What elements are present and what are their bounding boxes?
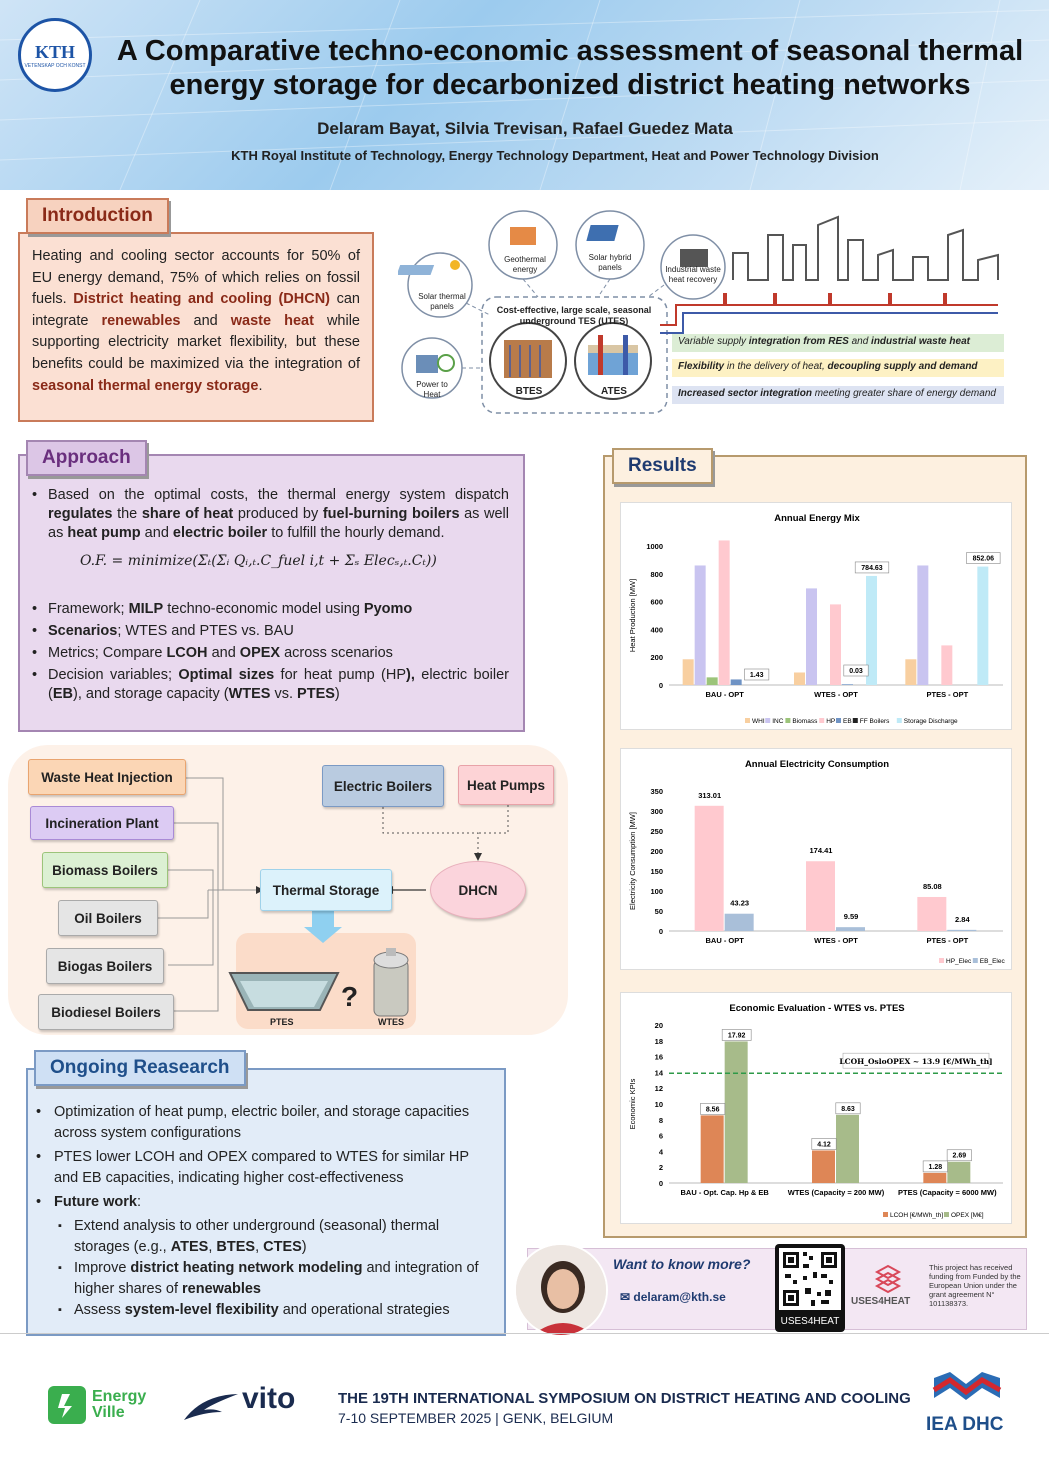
y-tick-label: 800	[650, 569, 663, 579]
annual-electricity-chart	[620, 748, 1012, 970]
approach-bullet: • Scenarios; WTES and PTES vs. BAU	[30, 622, 509, 641]
bar	[836, 927, 865, 931]
benefit-pill-supply: Variable supply integration from RES and industrial waste heat	[672, 334, 1004, 352]
y-tick-label: 8	[658, 1115, 663, 1125]
dhcn-node: DHCN	[430, 861, 526, 919]
y-tick-label: 200	[650, 653, 663, 663]
x-tick-label: BAU - OPT	[705, 690, 744, 699]
bar	[719, 540, 730, 685]
y-tick-label: 20	[654, 1021, 663, 1030]
bar	[806, 861, 835, 931]
y-tick-label: 12	[654, 1084, 663, 1094]
y-tick-label: 10	[654, 1100, 663, 1109]
power-to-heat-label: Power to Heat	[416, 380, 448, 399]
approach-heading: Approach	[26, 440, 147, 476]
want-to-know-more: Want to know more?	[613, 1256, 751, 1272]
x-tick-label: BAU - Opt. Cap. Hp & EB	[680, 1188, 769, 1197]
legend-swatch	[853, 718, 858, 723]
annual-energy-mix-chart	[620, 502, 1012, 730]
legend-swatch	[883, 1212, 888, 1217]
wtes-label: WTES	[378, 1017, 404, 1027]
ongoing-bullet: • Optimization of heat pump, electric boiler, and storage capacities across system configurations	[34, 1102, 494, 1144]
legend-entry: Storage Discharge	[903, 718, 958, 725]
geothermal-label: Geothermal energy	[504, 255, 546, 274]
bar	[707, 677, 718, 685]
footer-divider	[0, 1333, 1049, 1334]
bar	[941, 645, 952, 685]
legend-swatch	[973, 958, 978, 963]
data-label: 174.41	[809, 846, 833, 856]
author-photo	[514, 1243, 608, 1337]
data-label: 1.28	[928, 1163, 943, 1171]
legend-entry: INC	[772, 718, 784, 725]
data-label: 9.59	[843, 912, 859, 922]
y-tick-label: 18	[654, 1036, 663, 1046]
bar	[917, 897, 946, 931]
biomass-boilers-node: Biomass Boilers	[42, 852, 168, 888]
legend-entry: OPEX [M€]	[951, 1212, 984, 1219]
bar	[842, 684, 853, 685]
contact-email-link[interactable]: ✉ delaram@kth.se	[620, 1290, 726, 1304]
chart-title: Economic Evaluation - WTES vs. PTES	[729, 1003, 905, 1014]
symposium-dates: 7-10 SEPTEMBER 2025 | GENK, BELGIUM	[338, 1410, 614, 1426]
legend-entry: EB	[843, 718, 852, 725]
ongoing-bullet: • PTES lower LCOH and OPEX compared to WTES for similar HP and EB capacities, indicating higher cost-effectiveness	[34, 1147, 494, 1189]
y-tick-label: 350	[650, 787, 663, 796]
ongoing-research-box	[26, 1068, 506, 1336]
data-label: 43.23	[730, 898, 750, 908]
bar	[731, 679, 742, 685]
bar	[701, 1115, 724, 1183]
uses4heat-logo: USES4HEAT	[855, 1264, 921, 1304]
y-tick-label: 600	[650, 597, 663, 607]
approach-bullet: • Decision variables; Optimal sizes for heat pump (HP), electric boiler (EB), and storage capacity (WTES vs. PTES)	[30, 666, 509, 704]
data-label: 313.01	[698, 790, 722, 800]
legend-entry: HP_Elec	[946, 958, 972, 965]
y-axis-label: Electricity Consumption [MW]	[628, 812, 637, 910]
data-label: 2.84	[955, 914, 970, 924]
approach-box	[18, 454, 525, 732]
y-tick-label: 14	[654, 1068, 663, 1078]
affiliation: KTH Royal Institute of Technology, Energy Technology Department, Heat and Power Technology Division	[231, 148, 879, 163]
y-tick-label: 250	[650, 827, 663, 836]
electric-boilers-node: Electric Boilers	[322, 765, 444, 807]
waste-heat-injection-node: Waste Heat Injection	[28, 759, 186, 795]
data-label: 85.08	[922, 881, 942, 891]
bar	[905, 659, 916, 685]
y-tick-label: 0	[658, 1179, 663, 1188]
solar-hybrid-label: Solar hybrid panels	[588, 253, 632, 272]
bar	[725, 914, 754, 931]
btes-label: BTES	[515, 386, 543, 397]
bar	[794, 672, 805, 685]
author-avatar-icon	[516, 1245, 608, 1337]
y-tick-label: 100	[650, 887, 663, 896]
data-label: 4.12	[817, 1141, 831, 1149]
qr-code[interactable]: USES4HEAT	[775, 1244, 845, 1332]
benefit-pill-flexibility: Flexibility in the delivery of heat, decoupling supply and demand	[672, 359, 1004, 377]
bar	[683, 659, 694, 685]
bar	[830, 604, 841, 685]
legend-entry: LCOH [€/MWh_th]	[890, 1212, 944, 1219]
oil-boilers-node: Oil Boilers	[58, 900, 158, 936]
biodiesel-boilers-node: Biodiesel Boilers	[38, 994, 174, 1030]
bar	[836, 1115, 859, 1183]
kth-logo: KTH VETENSKAP OCH KONST	[18, 18, 92, 92]
industrial-waste-label: Industrial waste heat recovery	[665, 265, 721, 284]
approach-bullet: • Framework; MILP techno-economic model using Pyomo	[30, 600, 509, 619]
ongoing-research-heading: Ongoing Reasearch	[34, 1050, 246, 1086]
bar	[695, 565, 706, 685]
bar	[725, 1041, 748, 1183]
chart-title: Annual Energy Mix	[774, 513, 860, 524]
data-label: 8.56	[705, 1106, 720, 1114]
energy-flow-diagram	[8, 745, 568, 1035]
y-tick-label: 1000	[646, 542, 663, 551]
y-tick-label: 200	[650, 847, 663, 856]
thermal-storage-node: Thermal Storage	[260, 869, 392, 911]
y-tick-label: 50	[654, 907, 663, 916]
legend-entry: Biomass	[792, 718, 818, 725]
bar	[947, 1162, 970, 1183]
y-tick-label: 150	[650, 867, 663, 876]
utes-label: Cost-effective, large scale, seasonal underground TES (UTES)	[496, 305, 652, 326]
authors: Delaram Bayat, Silvia Trevisan, Rafael Guedez Mata	[317, 119, 733, 138]
x-tick-label: BAU - OPT	[705, 936, 744, 945]
legend-swatch	[819, 718, 824, 723]
symposium-name: THE 19TH INTERNATIONAL SYMPOSIUM ON DISTRICT HEATING AND COOLING	[338, 1390, 911, 1407]
solar-thermal-label: Solar thermal panels	[418, 292, 466, 311]
legend-swatch	[944, 1212, 949, 1217]
legend-entry: HP	[826, 718, 836, 725]
data-label: 784.63	[861, 564, 883, 572]
bar	[917, 565, 928, 685]
benefit-pill-integration: Increased sector integration meeting greater share of energy demand	[672, 386, 1004, 404]
y-tick-label: 4	[658, 1147, 663, 1157]
economic-evaluation-chart	[620, 992, 1012, 1224]
legend-entry: WHI	[752, 718, 765, 725]
y-tick-label: 300	[650, 807, 663, 816]
y-tick-label: 16	[654, 1052, 663, 1062]
x-tick-label: PTES - OPT	[926, 936, 969, 945]
introduction-heading: Introduction	[26, 198, 169, 234]
y-tick-label: 400	[650, 625, 663, 635]
y-axis-label: Heat Production [MW]	[628, 578, 637, 653]
ongoing-bullet: • Future work:	[34, 1192, 494, 1213]
objective-function-formula: O.F. = minimize(Σₜ(Σᵢ Qᵢ,ₜ.C_fuel i,t + Σₛ Elecₛ,ₜ.Cₜ))	[80, 553, 437, 569]
legend-swatch	[765, 718, 770, 723]
approach-bullet: • Based on the optimal costs, the thermal energy system dispatch regulates the share of heat produced by fuel-burning boilers as well as heat pump and electric boiler to fulfill the hourly demand.	[30, 486, 509, 543]
x-tick-label: PTES - OPT	[926, 690, 969, 699]
bar	[695, 806, 724, 931]
x-tick-label: PTES (Capacity = 6000 MW)	[898, 1188, 997, 1197]
poster-header	[0, 0, 1049, 190]
legend-swatch	[836, 718, 841, 723]
x-tick-label: WTES - OPT	[814, 690, 858, 699]
legend-entry: EB_Elec	[979, 958, 1005, 965]
bar	[806, 588, 817, 685]
legend-swatch	[785, 718, 790, 723]
y-axis-label: Economic KPIs	[628, 1078, 637, 1130]
legend-swatch	[745, 718, 750, 723]
future-work-item: ▪ Extend analysis to other underground (seasonal) thermal storages (e.g., ATES, BTES, CTES)	[34, 1216, 494, 1258]
funding-statement: This project has received funding from Funded by the European Union under the grant agreement N° 101138373.	[929, 1263, 1021, 1308]
results-heading: Results	[612, 448, 713, 484]
data-label: 8.63	[841, 1105, 855, 1113]
bar	[923, 1173, 946, 1183]
approach-bullet: • Metrics; Compare LCOH and OPEX across scenarios	[30, 644, 509, 663]
legend-entry: FF Boilers	[859, 718, 890, 725]
y-tick-label: 0	[658, 681, 663, 690]
vito-logo-icon	[182, 1390, 240, 1426]
reference-label: LCOH_OsloOPEX ~ 13.9 [€/MWh_th]	[839, 1057, 993, 1067]
chart-title: Annual Electricity Consumption	[744, 759, 890, 770]
bar	[947, 930, 976, 931]
ptes-label: PTES	[270, 1017, 294, 1027]
energyville-logo-text: Energy Ville	[92, 1388, 147, 1421]
uses4heat-logo-icon	[855, 1264, 921, 1294]
question-mark: ?	[341, 981, 359, 1012]
introduction-box: Heating and cooling sector accounts for 50% of EU energy demand, 75% of which relies on fossil fuels. District heating and cooling (DHCN) can integrate renewables and waste heat while supporting electricity market flexibility, but these benefits could be maximized via the integration of seasonal thermal energy storage.	[18, 232, 374, 422]
data-label: 1.43	[749, 672, 764, 679]
future-work-item: ▪ Improve district heating network modeling and integration of higher shares of renewables	[34, 1258, 494, 1300]
biogas-boilers-node: Biogas Boilers	[46, 948, 164, 984]
energyville-logo-icon	[48, 1386, 86, 1424]
y-tick-label: 6	[658, 1131, 663, 1141]
qr-code-icon	[775, 1244, 845, 1314]
poster-title: A Comparative techno-economic assessment of seasonal thermal energy storage for decarbonized district heating networks	[116, 35, 1024, 101]
bar	[812, 1150, 835, 1183]
bar	[977, 567, 988, 685]
data-label: 0.03	[849, 668, 863, 675]
x-tick-label: WTES (Capacity = 200 MW)	[787, 1188, 885, 1197]
y-tick-label: 2	[658, 1163, 663, 1173]
data-label: 852.06	[972, 555, 995, 563]
mail-icon: ✉	[620, 1290, 634, 1304]
ates-label: ATES	[601, 386, 627, 397]
x-tick-label: WTES - OPT	[814, 936, 858, 945]
future-work-item: ▪ Assess system-level flexibility and operational strategies	[34, 1300, 494, 1321]
iea-dhc-logo-text: IEA DHC	[926, 1414, 1004, 1435]
legend-swatch	[897, 718, 902, 723]
vito-logo-text: vito	[242, 1382, 296, 1415]
legend-swatch	[939, 958, 944, 963]
data-label: 2.69	[952, 1152, 967, 1160]
heat-pumps-node: Heat Pumps	[458, 765, 554, 805]
y-tick-label: 0	[658, 927, 663, 936]
incineration-plant-node: Incineration Plant	[30, 806, 174, 840]
data-label: 17.92	[727, 1032, 746, 1040]
iea-dhc-logo-icon	[930, 1368, 1004, 1410]
